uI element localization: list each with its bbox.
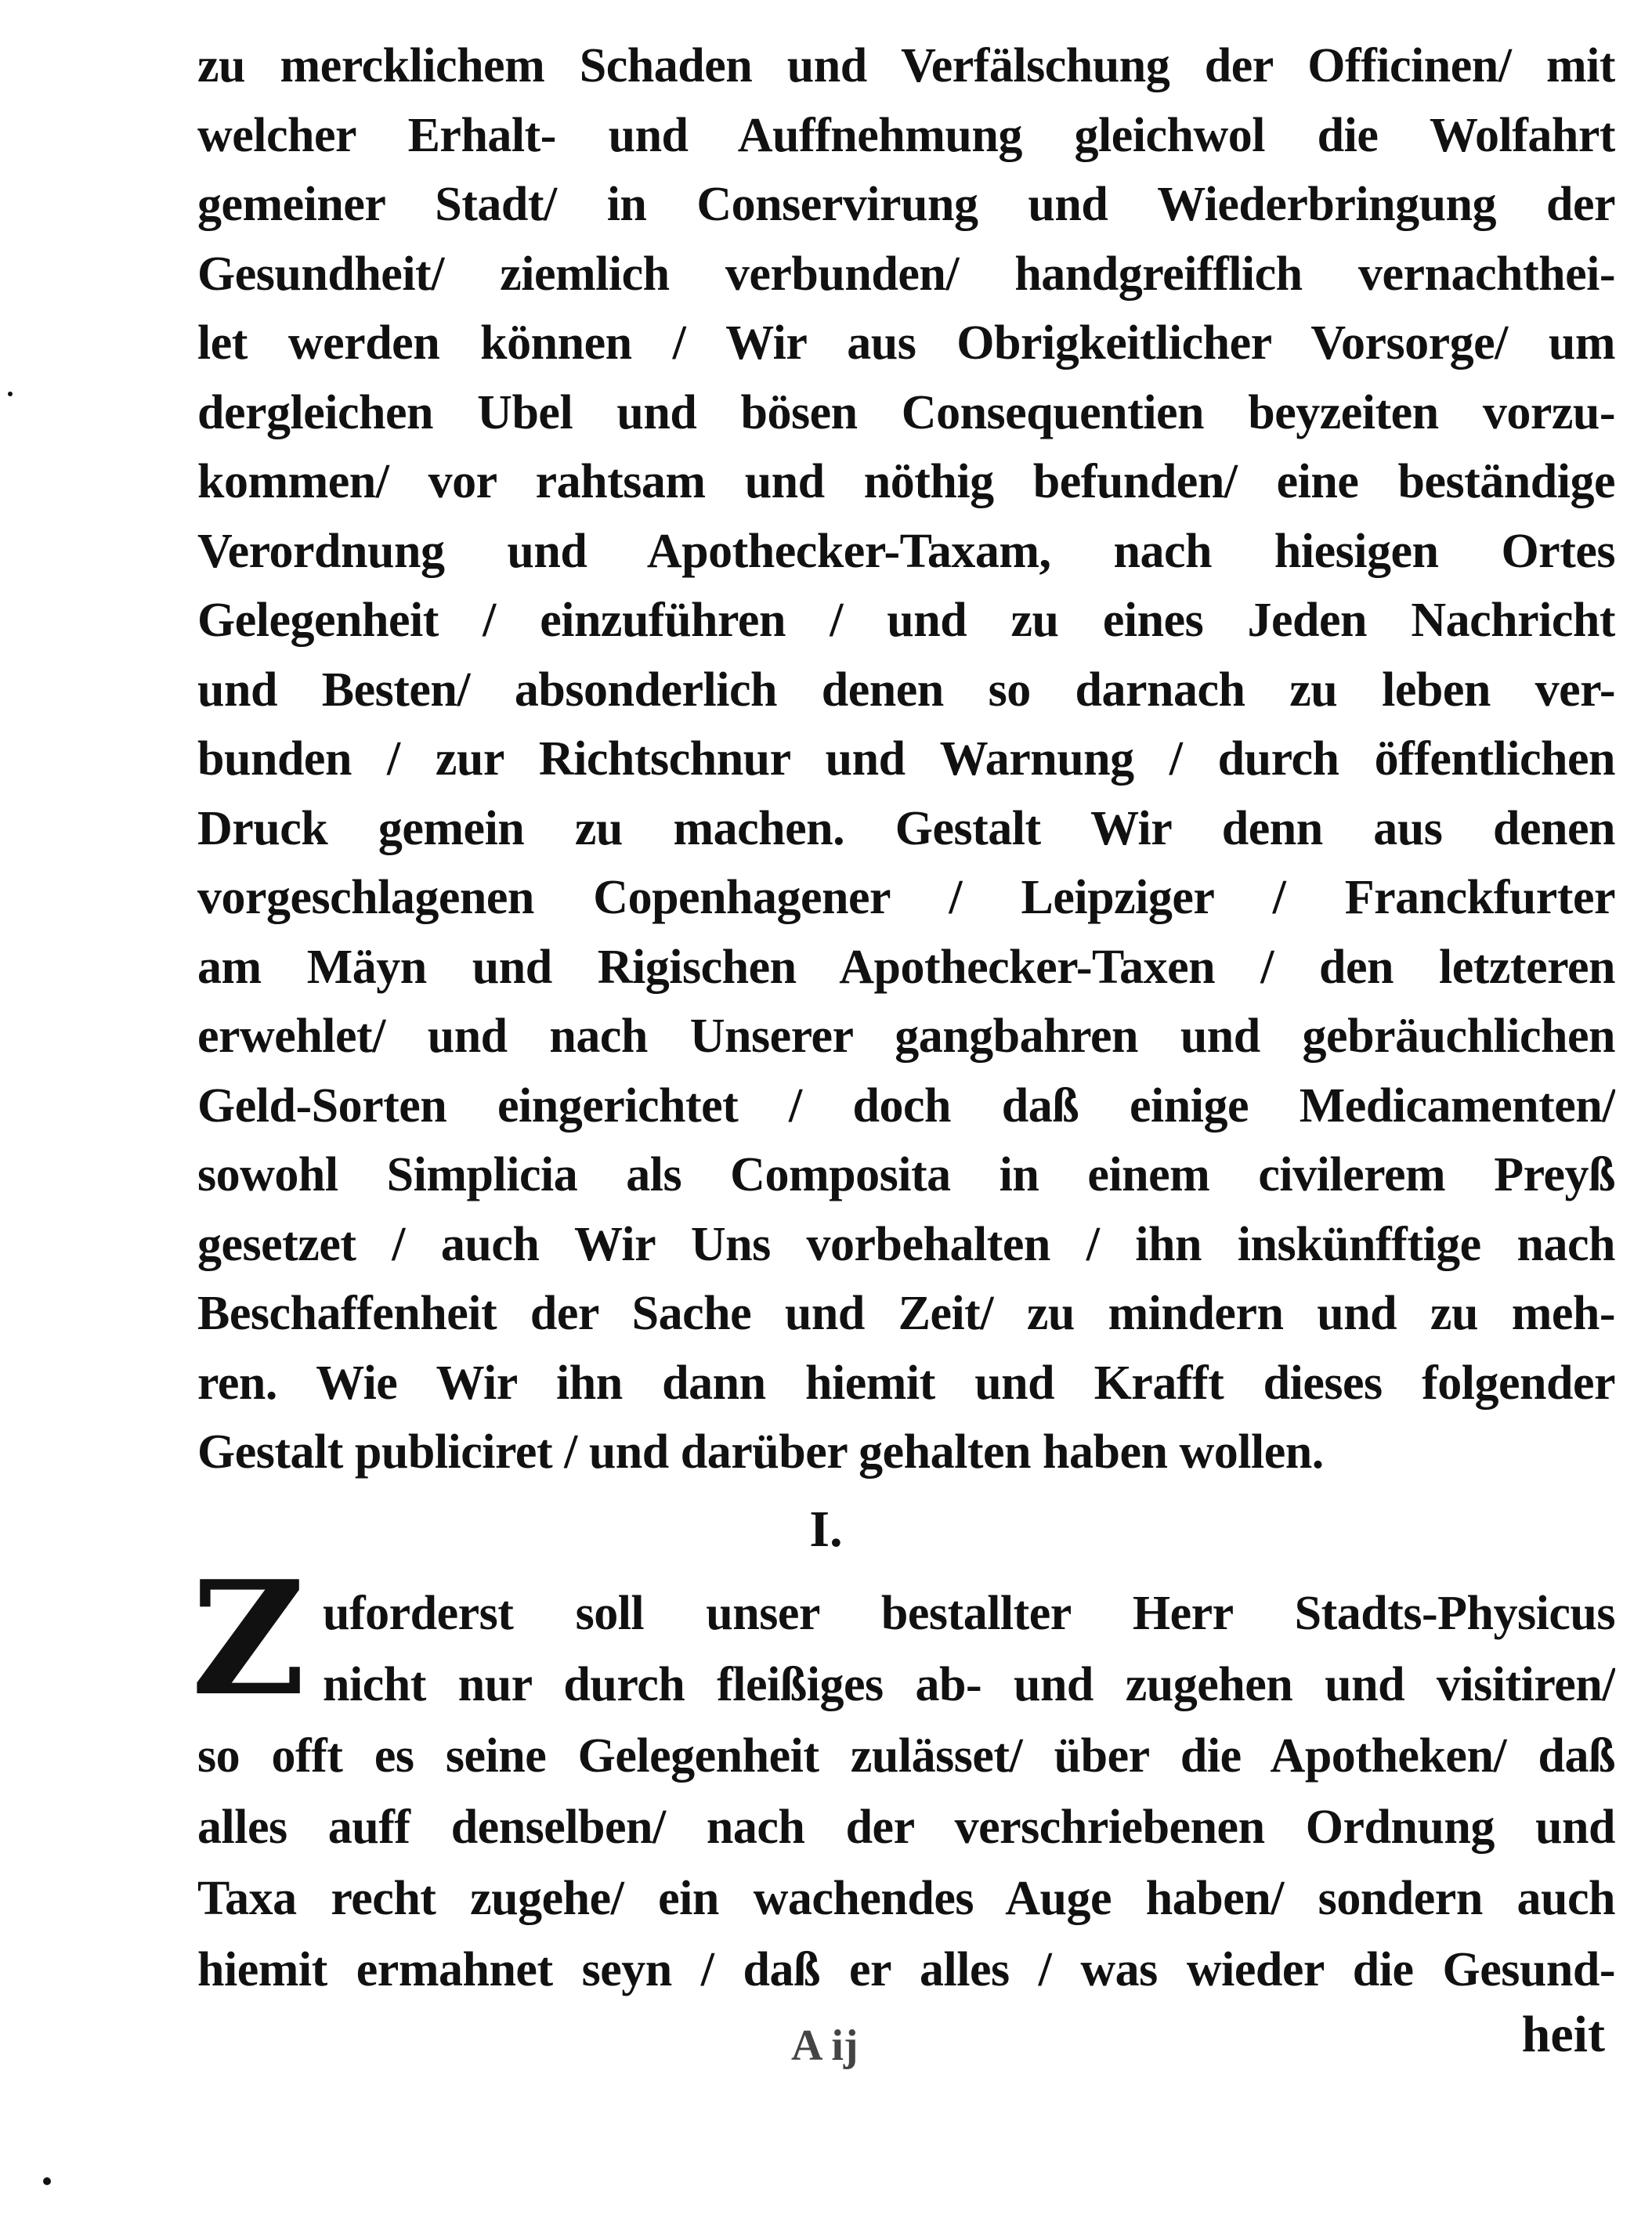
text-line: uforderst soll unser bestallter Herr Stadts-Physicus <box>323 1587 1615 1640</box>
signature-mark: A ij <box>791 2021 859 2070</box>
text-line: gemeiner Stadt/ in Conservirung und Wiederbringung der <box>197 178 1615 231</box>
ink-speck <box>8 392 13 396</box>
text-line: alles auff denselben/ nach der verschriebenen Ordnung und <box>197 1801 1615 1854</box>
text-line: dergleichen Ubel und bösen Consequentien beyzeiten vorzu- <box>197 385 1615 439</box>
text-line: Verordnung und Apothecker-Taxam, nach hiesigen Ortes <box>197 524 1615 578</box>
text-line: sowohl Simplicia als Composita in einem civilerem Preyß <box>197 1148 1615 1201</box>
ink-speck <box>43 2177 51 2185</box>
text-line: let werden können / Wir aus Obrigkeitlicher Vorsorge/ um <box>197 316 1615 370</box>
text-line: Geld-Sorten eingerichtet / doch daß einige Medicamenten/ <box>197 1078 1615 1133</box>
text-line: Taxa recht zugehe/ ein wachendes Auge haben/ sondern auch <box>197 1872 1615 1925</box>
text-line: nicht nur durch fleißiges ab- und zugehen und visitiren/ <box>323 1658 1615 1711</box>
text-line: Gesundheit/ ziemlich verbunden/ handgreifflich vernachthei- <box>197 247 1615 301</box>
text-line: Gelegenheit / einzuführen / und zu eines Jeden Nachricht <box>197 594 1615 647</box>
text-line: am Mäyn und Rigischen Apothecker-Taxen / den letzteren <box>197 940 1615 994</box>
section-text <box>191 1547 1615 2006</box>
text-line: Beschaffenheit der Sache und Zeit/ zu mindern und zu meh- <box>197 1287 1615 1340</box>
text-line: gesetzet / auch Wir Uns vorbehalten / ihn inskünfftige nach <box>197 1217 1615 1271</box>
text-line: so offt es seine Gelegenheit zulässet/ über die Apotheken/ daß <box>197 1729 1615 1783</box>
body-text <box>197 31 1615 1487</box>
text-line: bunden / zur Richtschnur und Warnung / durch öffentlichen <box>197 732 1615 786</box>
text-line: kommen/ vor rahtsam und nöthig befunden/ eine beständige <box>197 455 1615 508</box>
text-line: ren. Wie Wir ihn dann hiemit und Krafft dieses folgender <box>197 1356 1615 1410</box>
text-line: erwehlet/ und nach Unserer gangbahren und gebräuchlichen <box>197 1010 1615 1063</box>
text-line: und Besten/ absonderlich denen so darnach zu leben ver- <box>197 663 1615 717</box>
section-heading: I. <box>809 1501 843 1558</box>
text-line: welcher Erhalt- und Auffnehmung gleichwol die Wolfahrt <box>197 108 1615 162</box>
text-line: zu mercklichem Schaden und Verfälschung der Officinen/ mit <box>197 39 1615 92</box>
text-line: hiemit ermahnet seyn / daß er alles / was wieder die Gesund- <box>197 1943 1615 1996</box>
text-line: vorgeschlagenen Copenhagener / Leipziger / Franckfurter <box>197 871 1615 924</box>
drop-cap: Z <box>191 1547 305 1731</box>
catchword: heit <box>1521 2006 1605 2063</box>
text-line: Gestalt publiciret / und darüber gehalten haben wollen. <box>197 1425 1324 1479</box>
text-line: Druck gemein zu machen. Gestalt Wir denn aus denen <box>197 801 1615 855</box>
